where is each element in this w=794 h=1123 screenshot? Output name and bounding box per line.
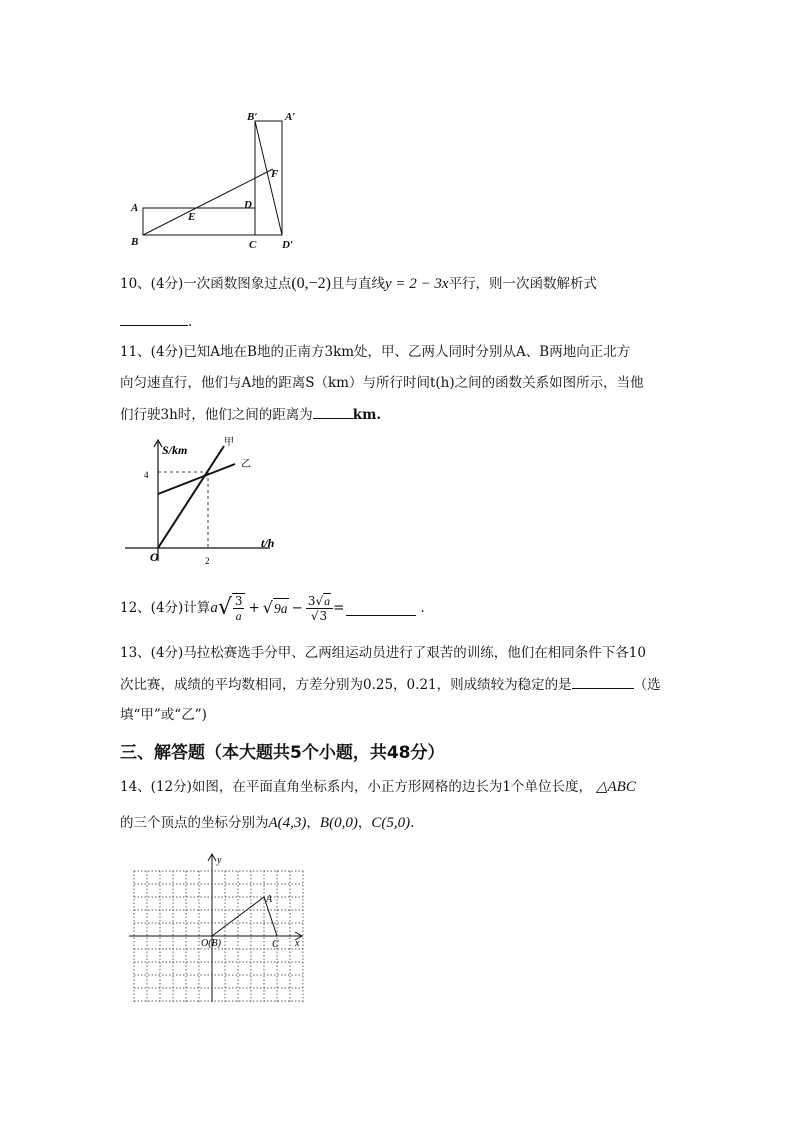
label-b: B [131, 236, 139, 248]
q14-line1: 14、(12分)如图，在平面直角坐标系内，小正方形网格的边长为1个单位长度， △ABC [120, 779, 636, 795]
label-d: D [244, 199, 252, 211]
q11-number: 11、(4分) [120, 344, 184, 360]
s-axis-label: S/km [162, 443, 188, 457]
origin-label: O [150, 550, 159, 564]
label-d-prime: D′ [282, 239, 294, 251]
vertex-c-label: C [272, 939, 279, 950]
label-a: A [131, 202, 139, 214]
fold-figure [125, 108, 310, 253]
distance-time-graph [120, 434, 290, 569]
sqrt-sign-icon: √ [217, 595, 232, 620]
q13-number: 13、(4分) [120, 645, 184, 661]
q10-answer-line: . [120, 311, 192, 332]
label-e: E [188, 211, 196, 223]
tick-t-2: 2 [205, 556, 210, 566]
label-f: F [271, 168, 279, 180]
y-axis-label: y [217, 855, 222, 866]
q10-number: 10、(4分) [120, 276, 184, 292]
section-title: 三、解答题（本大题共5个小题，共48分） [120, 743, 445, 763]
q11-answer-blank[interactable] [313, 404, 353, 419]
tick-s-4: 4 [144, 470, 149, 480]
q13-answer-blank[interactable] [572, 674, 634, 689]
q14-number: 14、(12分) [120, 779, 192, 795]
q10-point: (0,−2) [291, 275, 331, 292]
x-axis-label: x [295, 938, 300, 949]
q14-triangle: △ABC [595, 779, 636, 795]
sqrt-sign-icon: √ [262, 598, 273, 617]
origin-label: O(B) [201, 938, 221, 949]
q12-line: 12、(4分) 计算 a √ $\frac{3}{a}$ + √ 9a − $\frac{3√a}{√3}$ = . [120, 593, 425, 623]
label-b-prime: B′ [247, 111, 258, 123]
q12-number: 12、(4分) [120, 600, 184, 616]
rectangle-abcd [143, 208, 255, 235]
q10-answer-blank[interactable] [120, 311, 188, 326]
point-a: A(4,3) [268, 815, 307, 831]
q11-line2: 向匀速直行，他们与A地的距离S（km）与所行时间t(h)之间的函数关系如图所示，当他 [120, 375, 644, 391]
q10-line1: 10、(4分)一次函数图象过点(0,−2)且与直线y = 2 − 3x平行，则一次函数解析式 [120, 275, 598, 292]
line-yi-label: 乙 [241, 459, 251, 470]
coordinate-grid [125, 852, 315, 1004]
line-jia [158, 446, 224, 548]
q11-line1: 11、(4分)已知A地在B地的正南方3km处，甲、乙两人同时分别从A、B两地向正北方 [120, 344, 631, 360]
q12-frac: $\frac{3√a}{√3}$ [306, 594, 333, 623]
q11-line3: 们行驶3h时，他们之间的距离为 km. [120, 404, 381, 425]
vertex-a-label: A [266, 894, 273, 905]
q13-line2: 次比赛，成绩的平均数相同，方差分别为0.25，0.21，则成绩较为稳定的是 （选 [120, 674, 661, 695]
point-c: C(5,0) [371, 815, 411, 831]
q12-sqrt-9a: 9a [273, 598, 289, 619]
label-a-prime: A′ [285, 111, 296, 123]
q10-line-eq: y = 2 − 3x [385, 276, 449, 292]
q12-answer-blank[interactable] [346, 601, 416, 616]
t-axis-label: t/h [261, 536, 275, 550]
q13-line1: 13、(4分)马拉松赛选手分甲、乙两组运动员进行了艰苦的训练，他们在相同条件下各10 [120, 645, 646, 661]
q13-line3: 填“甲”或“乙”) [120, 707, 207, 723]
point-b: B(0,0) [319, 815, 358, 831]
line-jia-label: 甲 [224, 437, 234, 448]
q12-frac-3-over-a: $\frac{3}{a}$ [232, 593, 246, 623]
q14-line2: 的三个顶点的坐标分别为A(4,3)，B(0,0)，C(5,0). [120, 815, 415, 831]
label-c: C [249, 239, 257, 251]
